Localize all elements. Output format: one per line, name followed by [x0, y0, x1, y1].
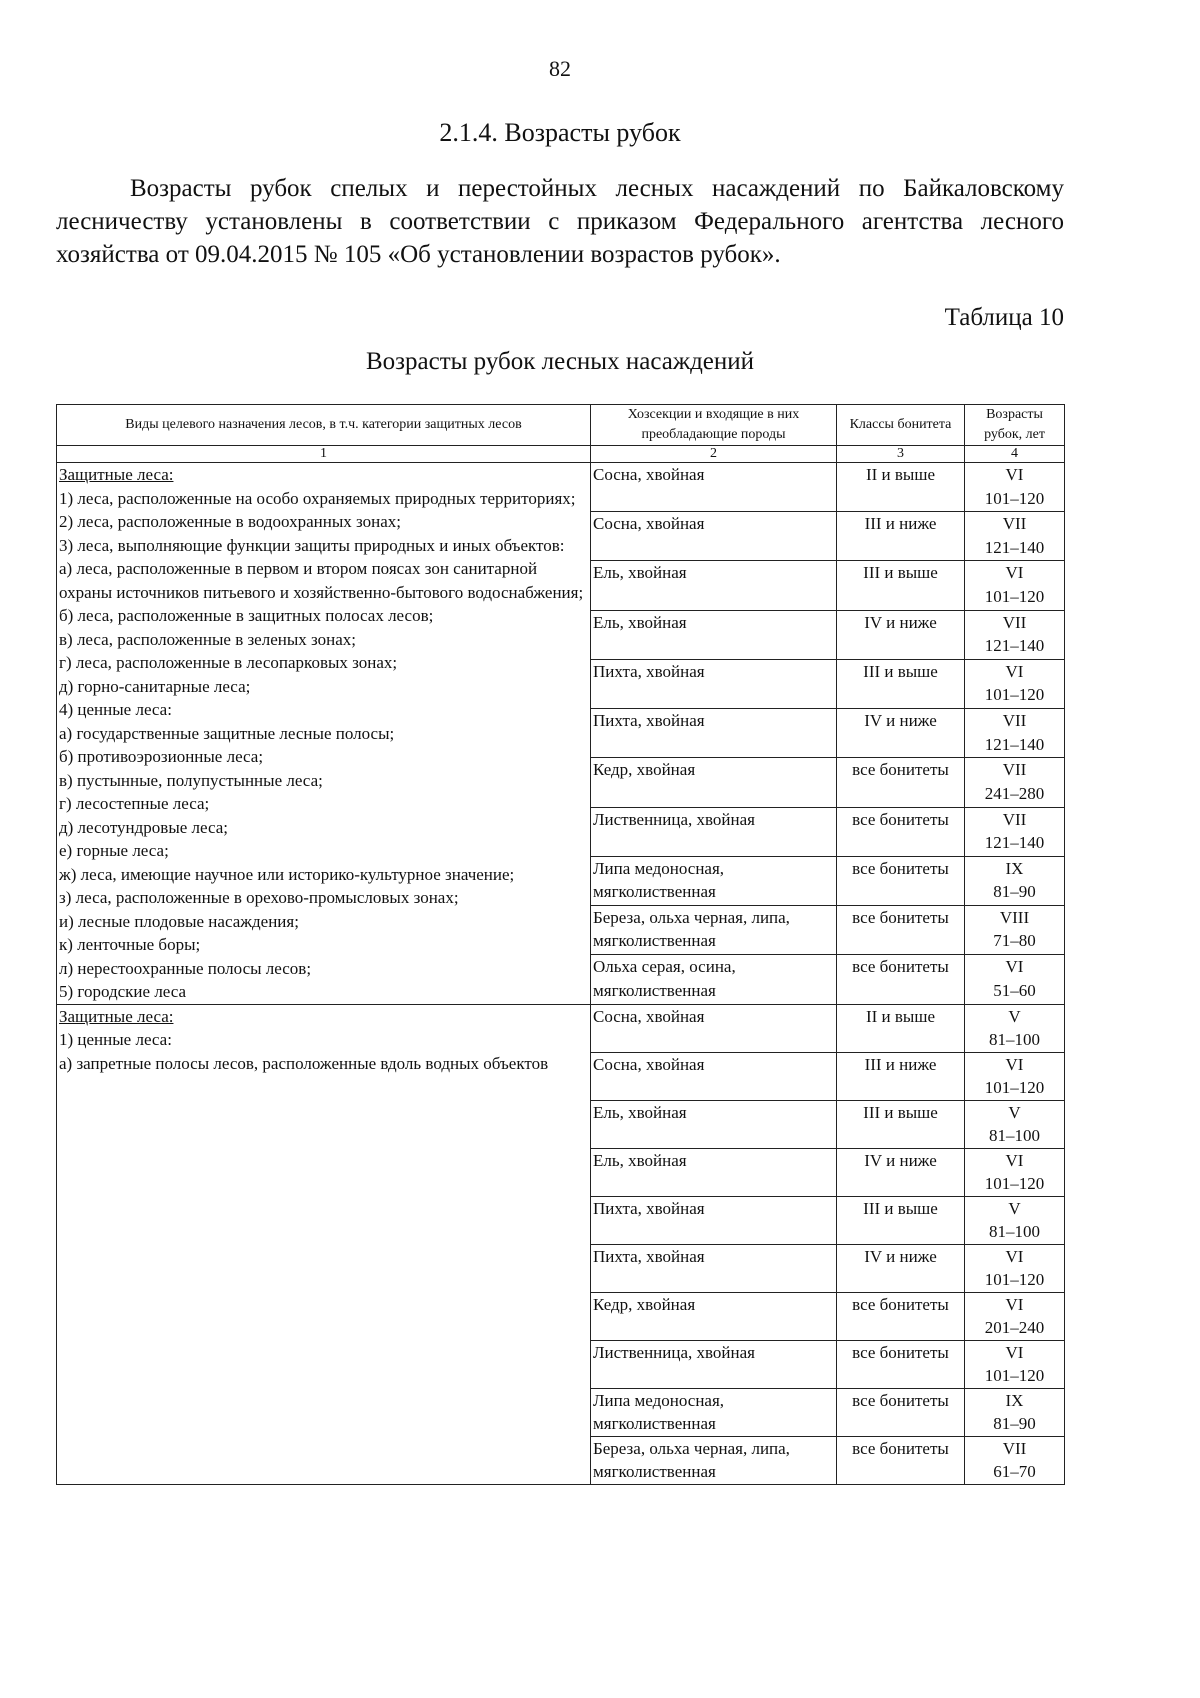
species-cell: Лиственница, хвойная: [591, 807, 837, 856]
purpose-line: б) леса, расположенные в защитных полосах лесов;: [59, 606, 434, 625]
species-cell: Сосна, хвойная: [591, 463, 837, 512]
age-range: 121–140: [984, 636, 1045, 656]
bonitet-cell: III и выше: [837, 659, 965, 708]
column-number: 2: [591, 446, 837, 463]
bonitet-cell: III и выше: [837, 1196, 965, 1244]
purpose-line: 4) ценные леса:: [59, 700, 172, 719]
age-range: 121–140: [984, 833, 1045, 853]
species-cell: Лиственница, хвойная: [591, 1340, 837, 1388]
purpose-cell: [57, 1004, 591, 1484]
bonitet-cell: IV и ниже: [837, 709, 965, 758]
age-range: 241–280: [984, 783, 1045, 803]
age-class: VI: [1005, 957, 1024, 977]
purpose-line: з) леса, расположенные в орехово-промысловых зонах;: [59, 888, 459, 907]
bonitet-cell: все бонитеты: [837, 955, 965, 1004]
age-cell: [965, 659, 1065, 708]
purpose-line: г) лесостепные леса;: [59, 794, 210, 813]
species-cell: Сосна, хвойная: [591, 1052, 837, 1100]
age-cell: [965, 1436, 1065, 1484]
species-cell: Кедр, хвойная: [591, 758, 837, 807]
bonitet-cell: все бонитеты: [837, 1292, 965, 1340]
age-range: 81–90: [993, 1414, 1036, 1433]
species-cell: Береза, ольха черная, липа, мягколиственная: [591, 1436, 837, 1484]
age-cell: [965, 561, 1065, 610]
species-cell: Липа медоносная, мягколиственная: [591, 1388, 837, 1436]
age-class: VI: [1005, 1054, 1024, 1074]
age-class: IX: [1005, 1390, 1024, 1410]
age-cell: [965, 512, 1065, 561]
age-class: VI: [1005, 465, 1024, 484]
species-cell: Ель, хвойная: [591, 610, 837, 659]
age-range: 61–70: [993, 1462, 1036, 1481]
purpose-line: б) противоэрозионные леса;: [59, 747, 264, 766]
age-range: 71–80: [993, 931, 1036, 951]
column-number: 4: [965, 446, 1065, 463]
purpose-line: в) леса, расположенные в зеленых зонах;: [59, 629, 357, 649]
column-number: 3: [837, 446, 965, 463]
age-cell: [965, 1388, 1065, 1436]
species-cell: Береза, ольха черная, липа, мягколиственная: [591, 905, 837, 954]
species-cell: Сосна, хвойная: [591, 512, 837, 561]
age-range: 101–120: [984, 586, 1045, 606]
age-cell: [965, 1244, 1065, 1292]
age-range: 101–120: [984, 488, 1045, 508]
species-cell: Пихта, хвойная: [591, 659, 837, 708]
age-class: IX: [1005, 858, 1024, 878]
age-class: VI: [1005, 661, 1024, 681]
age-cell: [965, 463, 1065, 512]
purpose-line: и) лесные плодовые насаждения;: [59, 911, 299, 931]
purpose-line: а) государственные защитные лесные полосы;: [59, 723, 395, 743]
age-cell: [965, 1100, 1065, 1148]
age-range: 101–120: [984, 685, 1045, 705]
purpose-line: 1) леса, расположенные на особо охраняемых природных территориях;: [59, 488, 576, 508]
table-header-row: [57, 405, 1065, 446]
bonitet-cell: III и ниже: [837, 512, 965, 561]
age-range: 201–240: [984, 1318, 1045, 1337]
header-purpose: Виды целевого назначения лесов, в т.ч. категории защитных лесов: [57, 405, 591, 446]
page-number: 82: [549, 56, 571, 81]
bonitet-cell: III и выше: [837, 1100, 965, 1148]
age-class: VI: [1005, 1246, 1024, 1266]
table-title: Возрасты рубок лесных насаждений: [365, 348, 755, 375]
bonitet-cell: все бонитеты: [837, 905, 965, 954]
table-number: Таблица 10: [944, 304, 1064, 331]
age-cell: [965, 1148, 1065, 1196]
age-class: VI: [1005, 563, 1024, 583]
age-class: VII: [1002, 1438, 1027, 1458]
purpose-line: д) лесотундровые леса;: [59, 817, 229, 837]
age-range: 81–90: [993, 882, 1036, 902]
purpose-line: ж) леса, имеющие научное или историко-культурное значение;: [59, 864, 515, 884]
purpose-line: 3) леса, выполняющие функции защиты природных и иных объектов:: [59, 535, 565, 555]
age-class: V: [1008, 1006, 1021, 1026]
species-cell: Пихта, хвойная: [591, 1196, 837, 1244]
bonitet-cell: все бонитеты: [837, 1388, 965, 1436]
age-cell: [965, 610, 1065, 659]
table-body: [57, 463, 1065, 1485]
purpose-line: л) нерестоохранные полосы лесов;: [59, 958, 312, 978]
species-cell: Ель, хвойная: [591, 561, 837, 610]
species-cell: Ольха серая, осина, мягколиственная: [591, 955, 837, 1004]
purpose-heading: Защитные леса:: [59, 1006, 174, 1026]
age-class: VIII: [999, 907, 1030, 927]
age-range: 101–120: [984, 1270, 1045, 1289]
purpose-line: к) ленточные боры;: [59, 935, 201, 954]
age-class: VII: [1002, 809, 1027, 829]
age-class: VII: [1002, 760, 1027, 780]
age-cell: [965, 1292, 1065, 1340]
age-cell: [965, 955, 1065, 1004]
bonitet-cell: III и ниже: [837, 1052, 965, 1100]
age-cell: [965, 1196, 1065, 1244]
age-range: 121–140: [984, 734, 1045, 754]
age-class: VI: [1005, 1294, 1024, 1314]
bonitet-cell: все бонитеты: [837, 758, 965, 807]
purpose-line: г) леса, расположенные в лесопарковых зонах;: [59, 653, 398, 672]
bonitet-cell: все бонитеты: [837, 1340, 965, 1388]
age-class: VII: [1002, 612, 1027, 632]
age-class: VI: [1005, 1150, 1024, 1170]
purpose-line: 2) леса, расположенные в водоохранных зонах;: [59, 512, 401, 531]
intro-paragraph: Возрасты рубок спелых и перестойных лесных насаждений по Байкаловскому лесничеству установлены в соответствии с приказом Федерального агентства лесного хозяйства от 09.04.2015 № 105 «Об установлении возрастов рубок».: [56, 175, 1064, 268]
column-number: 1: [57, 446, 591, 463]
species-cell: Пихта, хвойная: [591, 1244, 837, 1292]
bonitet-cell: IV и ниже: [837, 610, 965, 659]
bonitet-cell: III и выше: [837, 561, 965, 610]
bonitet-cell: все бонитеты: [837, 856, 965, 905]
bonitet-cell: II и выше: [837, 463, 965, 512]
age-cell: [965, 1052, 1065, 1100]
age-class: VII: [1002, 514, 1027, 534]
age-class: V: [1008, 1102, 1021, 1122]
species-cell: Сосна, хвойная: [591, 1004, 837, 1052]
age-range: 81–100: [989, 1222, 1040, 1241]
bonitet-cell: IV и ниже: [837, 1244, 965, 1292]
purpose-line: 5) городские леса: [59, 982, 187, 1001]
header-bonitet: Классы бонитета: [837, 405, 965, 446]
age-range: 81–100: [989, 1126, 1040, 1145]
age-cell: [965, 856, 1065, 905]
species-cell: Пихта, хвойная: [591, 709, 837, 758]
purpose-line: в) пустынные, полупустынные леса;: [59, 770, 323, 790]
bonitet-cell: все бонитеты: [837, 807, 965, 856]
header-age: Возрасты рубок, лет: [965, 405, 1065, 446]
purpose-heading: Защитные леса:: [59, 465, 174, 484]
age-range: 101–120: [984, 1174, 1045, 1193]
table-row: [57, 1004, 1065, 1052]
purpose-line: 1) ценные леса:: [59, 1030, 172, 1049]
age-range: 101–120: [984, 1366, 1045, 1385]
age-range: 81–100: [989, 1030, 1040, 1049]
age-range: 101–120: [984, 1078, 1045, 1097]
age-cell: [965, 905, 1065, 954]
age-cell: [965, 758, 1065, 807]
purpose-line: а) запретные полосы лесов, расположенные вдоль водных объектов: [59, 1053, 549, 1073]
age-class: VI: [1005, 1342, 1024, 1362]
table-row: [57, 463, 1065, 512]
age-cell: [965, 1340, 1065, 1388]
table-column-numbers-row: [57, 446, 1065, 463]
purpose-line: д) горно-санитарные леса;: [59, 676, 251, 696]
bonitet-cell: II и выше: [837, 1004, 965, 1052]
age-cell: [965, 1004, 1065, 1052]
header-species: Хозсекции и входящие в них преобладающие породы: [591, 405, 837, 446]
age-range: 51–60: [993, 980, 1036, 1000]
age-class: V: [1008, 1198, 1021, 1218]
species-cell: Ель, хвойная: [591, 1100, 837, 1148]
purpose-line: е) горные леса;: [59, 841, 169, 860]
bonitet-cell: все бонитеты: [837, 1436, 965, 1484]
section-title: 2.1.4. Возрасты рубок: [439, 118, 681, 147]
age-class: VII: [1002, 711, 1027, 731]
species-cell: Липа медоносная, мягколиственная: [591, 856, 837, 905]
species-cell: Кедр, хвойная: [591, 1292, 837, 1340]
bonitet-cell: IV и ниже: [837, 1148, 965, 1196]
purpose-line: а) леса, расположенные в первом и втором поясах зон санитарной охраны источников питьевого и хозяйственно-бытового водоснабжения;: [59, 559, 584, 602]
species-cell: Ель, хвойная: [591, 1148, 837, 1196]
age-range: 121–140: [984, 537, 1045, 557]
purpose-cell: [57, 463, 591, 1005]
cutting-ages-table: [56, 404, 1065, 1485]
age-cell: [965, 709, 1065, 758]
age-cell: [965, 807, 1065, 856]
